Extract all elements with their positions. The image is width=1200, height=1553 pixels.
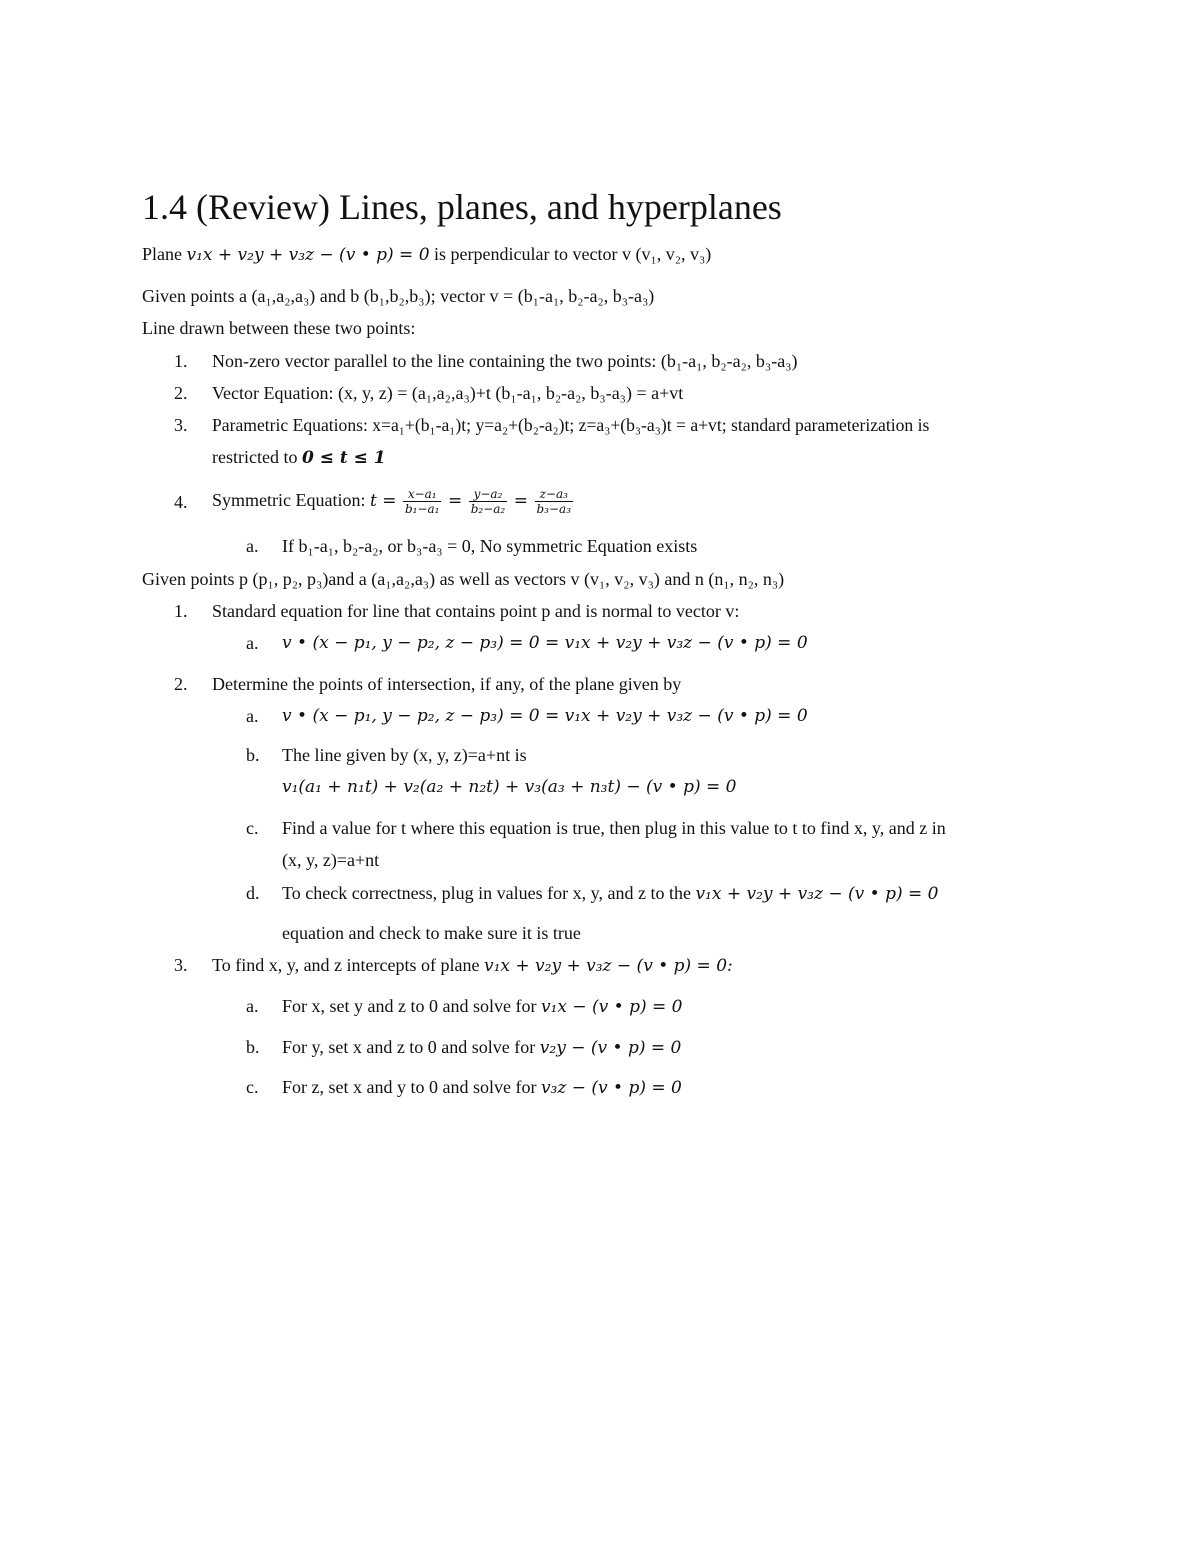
- given-points-pa: Given points p (p₁, p₂, p₃)and a (a₁,a₂,a₃) as well as vectors v (v₁, v₂, v₃) and n (n₁, n₂, n₃): [142, 569, 785, 589]
- equals-sign: =: [513, 491, 528, 511]
- line-given-text: The line given by (x, y, z)=a+nt is: [282, 745, 527, 765]
- list-marker: 4.: [174, 492, 188, 512]
- list-marker: a.: [246, 633, 259, 653]
- list-marker: 3.: [174, 415, 188, 435]
- intercepts-equation: v₁x + v₂y + v₃z − (v • p) = 0:: [484, 956, 733, 976]
- list-item-intersection: Determine the points of intersection, if any, of the plane given by: [212, 674, 682, 694]
- plane-equation: v₁x + v₂y + v₃z − (v • p) = 0: [186, 245, 430, 265]
- plane-suffix: is perpendicular to vector v (v₁, v₂, v₃): [434, 244, 712, 264]
- check-correctness-text: To check correctness, plug in values for x, y, and z to the: [282, 883, 691, 903]
- equals-sign: =: [447, 491, 463, 511]
- check-correctness: [282, 881, 938, 906]
- list-marker: 1.: [174, 601, 188, 621]
- symmetric-label: Symmetric Equation:: [212, 490, 366, 510]
- fraction-x-numerator: x−a₁: [403, 487, 442, 502]
- intercepts-text: To find x, y, and z intercepts of plane: [212, 955, 480, 975]
- check-correctness-continuation: equation and check to make sure it is true: [282, 923, 581, 943]
- list-item-symmetric-equation: [212, 478, 575, 523]
- x-intercept-item: [282, 994, 682, 1019]
- list-marker: 2.: [174, 383, 188, 403]
- standard-equation: v • (x − p₁, y − p₂, z − p₃) = 0 = v₁x + v₂y + v₃z − (v • p) = 0: [282, 633, 808, 653]
- fraction-y-numerator: y−a₂: [469, 487, 508, 502]
- list-marker: c.: [246, 1077, 259, 1097]
- list-item-parametric-equations: Parametric Equations: x=a₁+(b₁-a₁)t; y=a₂+(b₂-a₂)t; z=a₃+(b₃-a₃)t = a+vt; standard parameterization is: [212, 415, 930, 435]
- z-intercept-item: [282, 1075, 682, 1100]
- fraction-z-denominator: b₃−a₃: [536, 502, 572, 517]
- fraction-x: [403, 487, 442, 516]
- given-points-ab: Given points a (a₁,a₂,a₃) and b (b₁,b₂,b₃); vector v = (b₁-a₁, b₂-a₂, b₃-a₃): [142, 286, 655, 306]
- fraction-z: [535, 487, 574, 516]
- list-item-nonzero-vector: Non-zero vector parallel to the line containing the two points: (b₁-a₁, b₂-a₂, b₃-a₃): [212, 351, 798, 371]
- find-t-text: Find a value for t where this equation is true, then plug in this value to t to find x, y, and z in: [282, 818, 946, 838]
- parameter-range: 0 ≤ t ≤ 1: [301, 448, 386, 468]
- list-marker: a.: [246, 706, 259, 726]
- list-marker: d.: [246, 883, 260, 903]
- list-marker: b.: [246, 745, 260, 765]
- x-intercept-equation: v₁x − (v • p) = 0: [540, 997, 683, 1017]
- fraction-z-numerator: z−a₃: [535, 487, 574, 502]
- symmetric-t: t =: [369, 491, 397, 511]
- list-marker: 2.: [174, 674, 188, 694]
- no-symmetric-note: If b₁-a₁, b₂-a₂, or b₃-a₃ = 0, No symmetric Equation exists: [282, 536, 698, 556]
- list-item-intercepts: [212, 953, 733, 978]
- list-item-standard-equation: Standard equation for line that contains point p and is normal to vector v:: [212, 601, 740, 621]
- plane-prefix: Plane: [142, 244, 182, 264]
- fraction-y: [469, 487, 508, 516]
- list-marker: b.: [246, 1037, 260, 1057]
- page-title: 1.4 (Review) Lines, planes, and hyperplanes: [142, 187, 782, 227]
- list-item-vector-equation: Vector Equation: (x, y, z) = (a₁,a₂,a₃)+t (b₁-a₁, b₂-a₂, b₃-a₃) = a+vt: [212, 383, 684, 403]
- fraction-x-denominator: b₁−a₁: [404, 502, 440, 517]
- list-marker: 1.: [174, 351, 188, 371]
- x-intercept-text: For x, set y and z to 0 and solve for: [282, 996, 537, 1016]
- z-intercept-equation: v₃z − (v • p) = 0: [540, 1078, 682, 1098]
- list-marker: a.: [246, 996, 259, 1016]
- parametric-continuation: [212, 445, 386, 470]
- fraction-y-denominator: b₂−a₂: [470, 502, 506, 517]
- check-correctness-equation: v₁x + v₂y + v₃z − (v • p) = 0: [695, 884, 939, 904]
- restricted-prefix: restricted to: [212, 447, 298, 467]
- list-marker: a.: [246, 536, 259, 556]
- plane-perpendicular-line: [142, 242, 711, 267]
- y-intercept-equation: v₂y − (v • p) = 0: [539, 1038, 682, 1058]
- find-t-continuation: (x, y, z)=a+nt: [282, 850, 380, 870]
- z-intercept-text: For z, set x and y to 0 and solve for: [282, 1077, 537, 1097]
- line-drawn-heading: Line drawn between these two points:: [142, 318, 416, 338]
- list-marker: c.: [246, 818, 259, 838]
- y-intercept-item: [282, 1035, 681, 1060]
- y-intercept-text: For y, set x and z to 0 and solve for: [282, 1037, 536, 1057]
- line-substitution-equation: v₁(a₁ + n₁t) + v₂(a₂ + n₂t) + v₃(a₃ + n₃t) − (v • p) = 0: [282, 777, 737, 797]
- plane-equation-2a: v • (x − p₁, y − p₂, z − p₃) = 0 = v₁x + v₂y + v₃z − (v • p) = 0: [282, 706, 808, 726]
- list-marker: 3.: [174, 955, 188, 975]
